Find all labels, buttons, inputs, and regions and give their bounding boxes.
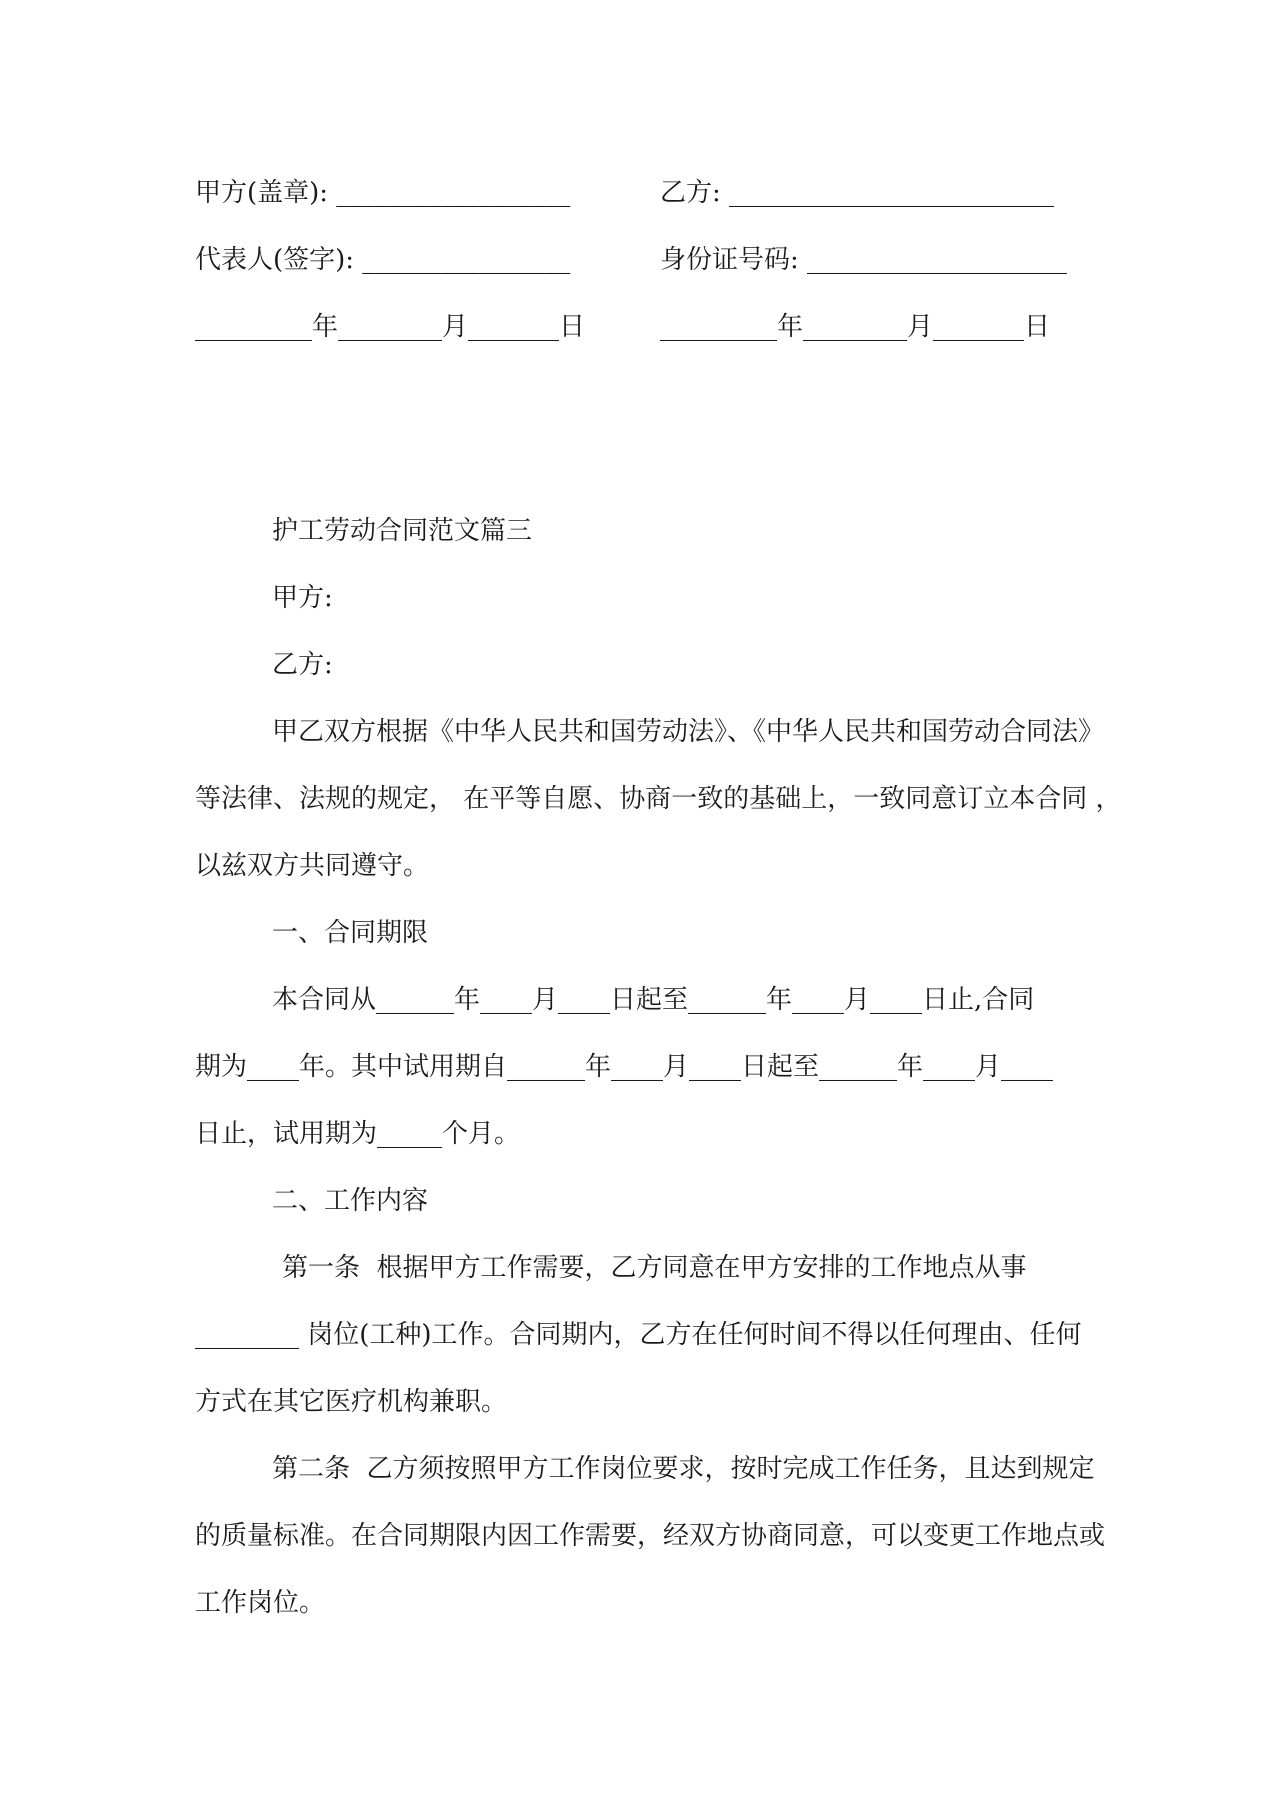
date-a-field: _________年________月_______日 [195,312,586,342]
section1-line: 期为____年。其中试用期自______年____月____日起至______年____月____ [195,1052,1054,1082]
intro-line: 等法律、法规的规定， 在平等自愿、协商一致的基础上，一致同意订立本合同 ， [195,784,1122,814]
intro-line: 甲乙双方根据《中华人民共和国劳动法》、《中华人民共和国劳动合同法》 [272,717,1105,747]
party-a-label: 甲方: [272,583,333,613]
party-b-label: 乙方: [272,650,333,680]
article2-line: 工作岗位。 [195,1588,326,1618]
article2-line: 的质量标准。在合同期限内因工作需要，经双方协商同意，可以变更工作地点或 [195,1521,1106,1551]
date-b-field: _________年________月_______日 [660,312,1051,342]
section1-line: 日止，试用期为_____个月。 [195,1119,521,1149]
contract-title: 护工劳动合同范文篇三 [272,516,533,546]
article1-line: ________ 岗位(工种)工作。合同期内，乙方在任何时间不得以任何理由、任何 [195,1320,1082,1350]
article2-line: 第二条 乙方须按照甲方工作岗位要求，按时完成工作任务，且达到规定 [272,1454,1095,1484]
section1-heading: 一、合同期限 [272,918,429,948]
section2-heading: 二、工作内容 [272,1186,429,1216]
id-number-field: 身份证号码: ____________________ [660,245,1068,275]
article1-line: 第一条 根据甲方工作需要，乙方同意在甲方安排的工作地点从事 [282,1253,1027,1283]
representative-sign-field: 代表人(签字): ________________ [195,245,571,275]
article1-line: 方式在其它医疗机构兼职。 [195,1387,508,1417]
section1-line: 本合同从______年____月____日起至______年____月____日止,合同 [272,985,1035,1015]
party-a-seal-field: 甲方(盖章): __________________ [195,178,571,208]
party-b-field: 乙方: _________________________ [660,178,1055,208]
intro-line: 以兹双方共同遵守。 [195,851,430,881]
